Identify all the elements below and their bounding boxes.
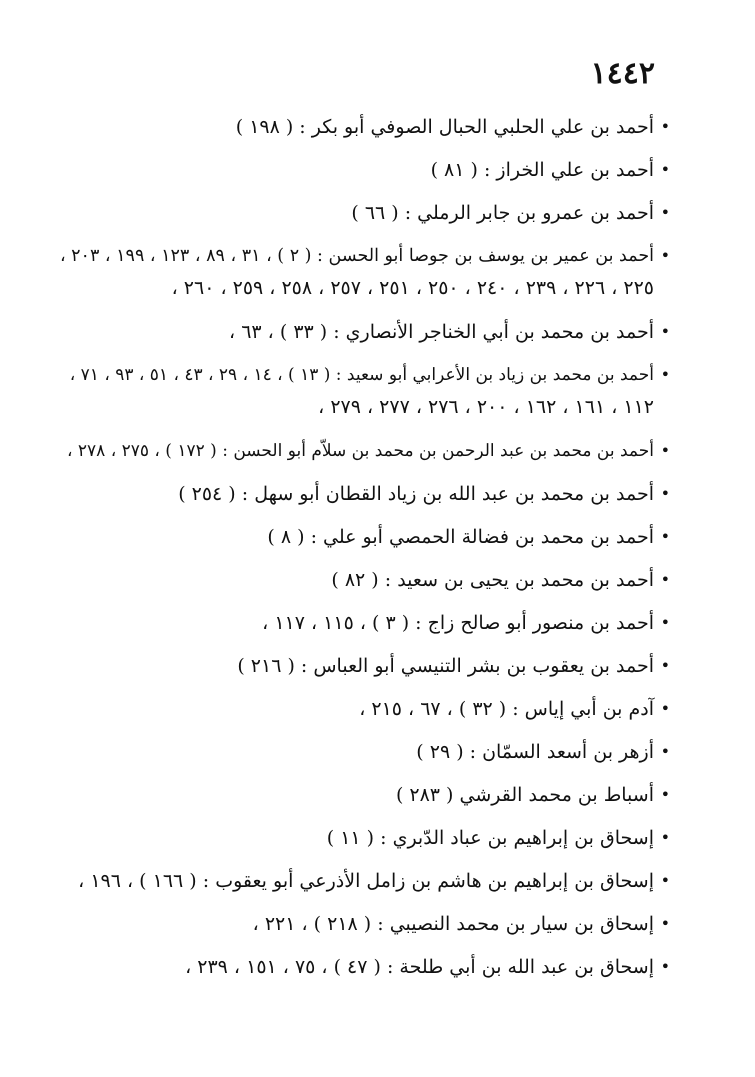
index-entry [60, 608, 670, 638]
entry-line: إسحاق بن إبراهيم بن عباد الدّبري : ( ١١ ) [326, 827, 654, 849]
index-entry [60, 155, 670, 185]
entry-text [60, 155, 654, 185]
entry-line: أحمد بن محمد بن يحيى بن سعيد : ( ٨٢ ) [331, 569, 654, 591]
entry-text [60, 737, 654, 767]
entry-line: أحمد بن محمد بن فضالة الحمصي أبو علي : ( ٨ ) [267, 526, 654, 548]
index-entry [60, 436, 670, 466]
entry-line: إسحاق بن عبد الله بن أبي طلحة : ( ٤٧ ) ، ٧٥ ، ١٥١ ، ٢٣٩ ، [185, 956, 654, 978]
bullet-icon: • [660, 871, 670, 890]
entry-text [60, 952, 654, 982]
entry-line: أحمد بن منصور أبو صالح زاج : ( ٣ ) ، ١١٥ ، ١١٧ ، [262, 612, 654, 634]
entry-line: أحمد بن يعقوب بن بشر التنيسي أبو العباس : ( ٢١٦ ) [237, 655, 654, 677]
entry-line: أحمد بن عمرو بن جابر الرملي : ( ٦٦ ) [351, 202, 654, 224]
bullet-icon: • [660, 160, 670, 179]
entry-text [60, 866, 654, 896]
bullet-icon: • [660, 570, 670, 589]
index-entries-list [60, 112, 670, 995]
page-number: ١٤٤٢ [590, 56, 655, 91]
entry-text [60, 909, 654, 939]
entry-line: ١١٢ ، ١٦١ ، ١٦٢ ، ٢٠٠ ، ٢٧٦ ، ٢٧٧ ، ٢٧٩ ، [318, 396, 654, 418]
entry-text [60, 823, 654, 853]
entry-text [60, 651, 654, 681]
entry-line: ٢٢٥ ، ٢٢٦ ، ٢٣٩ ، ٢٤٠ ، ٢٥٠ ، ٢٥١ ، ٢٥٧ ، ٢٥٨ ، ٢٥٩ ، ٢٦٠ ، [171, 277, 654, 299]
index-entry [60, 694, 670, 724]
entry-text [60, 198, 654, 228]
entry-line: أسباط بن محمد القرشي ( ٢٨٣ ) [395, 784, 654, 806]
entry-text [60, 112, 654, 142]
index-entry [60, 317, 670, 347]
entry-line: أزهر بن أسعد السمّان : ( ٢٩ ) [416, 741, 654, 763]
entry-text [60, 241, 654, 303]
bullet-icon: • [660, 742, 670, 761]
entry-text [60, 436, 654, 466]
entry-text [60, 360, 654, 422]
entry-line: إسحاق بن إبراهيم بن هاشم بن زامل الأذرعي أبو يعقوب : ( ١٦٦ ) ، ١٩٦ ، [78, 870, 654, 892]
index-entry [60, 198, 670, 228]
bullet-icon: • [660, 365, 670, 384]
entry-line: إسحاق بن سيار بن محمد النصيبي : ( ٢١٨ ) ، ٢٢١ ، [252, 913, 654, 935]
entry-line: أحمد بن عمير بن يوسف بن جوصا أبو الحسن : ( ٢ ) ، ٣١ ، ٨٩ ، ١٢٣ ، ١٩٩ ، ٢٠٣ ، [59, 246, 654, 266]
entry-text [60, 608, 654, 638]
index-entry [60, 823, 670, 853]
entry-text [60, 565, 654, 595]
entry-line: أحمد بن محمد بن عبد الرحمن بن محمد بن سلاّم أبو الحسن : ( ١٧٢ ) ، ٢٧٥ ، ٢٧٨ ، [67, 441, 654, 461]
index-entry [60, 952, 670, 982]
entry-line: آدم بن أبي إياس : ( ٣٢ ) ، ٦٧ ، ٢١٥ ، [359, 698, 654, 720]
entry-line: أحمد بن علي الخراز : ( ٨١ ) [430, 159, 654, 181]
bullet-icon: • [660, 527, 670, 546]
index-entry [60, 522, 670, 552]
index-entry [60, 241, 670, 303]
entry-text [60, 479, 654, 509]
bullet-icon: • [660, 203, 670, 222]
bullet-icon: • [660, 699, 670, 718]
index-entry [60, 651, 670, 681]
entry-line: أحمد بن محمد بن زياد بن الأعرابي أبو سعيد : ( ١٣ ) ، ١٤ ، ٢٩ ، ٤٣ ، ٥١ ، ٩٣ ، ٧١ ، [69, 365, 654, 385]
bullet-icon: • [660, 828, 670, 847]
index-entry [60, 909, 670, 939]
bullet-icon: • [660, 117, 670, 136]
index-entry [60, 360, 670, 422]
entry-text [60, 780, 654, 810]
entry-text [60, 317, 654, 347]
bullet-icon: • [660, 785, 670, 804]
bullet-icon: • [660, 914, 670, 933]
index-entry [60, 565, 670, 595]
entry-line: أحمد بن علي الحلبي الحبال الصوفي أبو بكر : ( ١٩٨ ) [235, 116, 654, 138]
bullet-icon: • [660, 441, 670, 460]
entry-text [60, 694, 654, 724]
bullet-icon: • [660, 613, 670, 632]
bullet-icon: • [660, 246, 670, 265]
index-entry [60, 737, 670, 767]
bullet-icon: • [660, 322, 670, 341]
entry-line: أحمد بن محمد بن عبد الله بن زياد القطان أبو سهل : ( ٢٥٤ ) [178, 483, 654, 505]
index-entry [60, 866, 670, 896]
bullet-icon: • [660, 656, 670, 675]
bullet-icon: • [660, 484, 670, 503]
index-entry [60, 479, 670, 509]
index-entry [60, 780, 670, 810]
index-entry [60, 112, 670, 142]
bullet-icon: • [660, 957, 670, 976]
entry-line: أحمد بن محمد بن أبي الخناجر الأنصاري : ( ٣٣ ) ، ٦٣ ، [229, 321, 654, 343]
entry-text [60, 522, 654, 552]
